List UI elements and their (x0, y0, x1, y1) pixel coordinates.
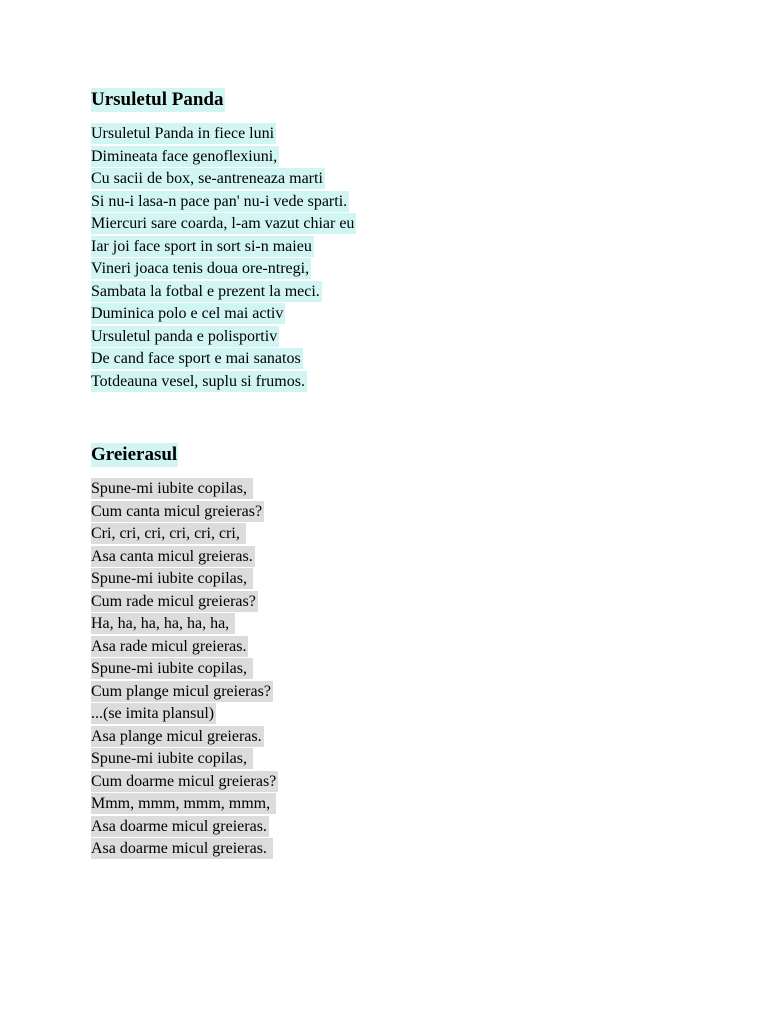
poem-line-text: Ursuletul panda e polisportiv (91, 327, 278, 345)
poem-greierasul (91, 440, 278, 861)
poem-line-text: ...(se imita plansul) (91, 705, 215, 722)
poem-line (91, 726, 278, 749)
poem-line-text: De cand face sport e mai sanatos (91, 350, 301, 367)
poem-line-text: Cri, cri, cri, cri, cri, cri, (91, 525, 244, 542)
poem-line-text: Ursuletul Panda in fiece luni (91, 125, 275, 142)
poem-line (91, 748, 278, 771)
poem-line (91, 636, 278, 659)
poem-line (91, 568, 278, 591)
poem-title-text: Ursuletul Panda (91, 89, 224, 110)
poem-line (91, 793, 278, 816)
poem-line-text: Asa doarme micul greieras. (91, 840, 271, 857)
poem-line (91, 838, 278, 861)
poem-line-text: Cum plange micul greieras? (91, 682, 271, 700)
poem-line-text: Dimineata face genoflexiuni, (91, 147, 278, 165)
poem-line (91, 591, 278, 614)
poem-line-text: Si nu-i lasa-n pace pan' nu-i vede sparti. (91, 192, 348, 210)
poem-line (91, 213, 356, 236)
poem-line (91, 258, 356, 281)
poem-line-text: Asa doarme micul greieras. (91, 817, 267, 835)
poem-line (91, 303, 356, 326)
poem-line (91, 703, 278, 726)
poem-lines (91, 123, 356, 393)
poem-line (91, 371, 356, 394)
poem-line (91, 146, 356, 169)
poem-line (91, 816, 278, 839)
poem-line-text: Cum canta micul greieras? (91, 502, 263, 520)
poem-line-text: Spune-mi iubite copilas, (91, 750, 251, 767)
poem-line (91, 191, 356, 214)
poem-line (91, 281, 356, 304)
poem-line (91, 348, 356, 371)
poem-line-text: Duminica polo e cel mai activ (91, 305, 284, 322)
poem-line-text: Totdeauna vesel, suplu si frumos. (91, 372, 305, 390)
poem-line (91, 326, 356, 349)
poem-line (91, 771, 278, 794)
poem-line (91, 613, 278, 636)
poem-line-text: Mmm, mmm, mmm, mmm, (91, 795, 275, 812)
poem-line (91, 478, 278, 501)
poem-line (91, 123, 356, 146)
poem-lines (91, 478, 278, 861)
poem-title (91, 85, 356, 109)
poem-line-text: Cu sacii de box, se-antreneaza marti (91, 170, 323, 187)
poem-line-text: Spune-mi iubite copilas, (91, 660, 251, 677)
poem-line-text: Asa canta micul greieras. (91, 547, 253, 565)
poem-line-text: Miercuri sare coarda, l-am vazut chiar eu (91, 215, 355, 232)
poem-line-text: Ha, ha, ha, ha, ha, ha, (91, 615, 234, 632)
poem-line-text: Spune-mi iubite copilas, (91, 480, 251, 497)
poem-line-text: Iar joi face sport in sort si-n maieu (91, 237, 312, 255)
poem-line-text: Cum doarme micul greieras? (91, 772, 277, 790)
poem-line (91, 546, 278, 569)
poem-line (91, 681, 278, 704)
poem-line (91, 236, 356, 259)
poem-line-text: Sambata la fotbal e prezent la meci. (91, 282, 320, 300)
poem-title-text: Greierasul (91, 444, 178, 465)
poem-line-text: Cum rade micul greieras? (91, 592, 256, 610)
poem-line (91, 168, 356, 191)
poem-ursuletul-panda (91, 85, 356, 393)
poem-line-text: Asa plange micul greieras. (91, 727, 262, 745)
poem-line-text: Spune-mi iubite copilas, (91, 570, 251, 587)
poem-line (91, 658, 278, 681)
poem-line (91, 523, 278, 546)
poem-line-text: Asa rade micul greieras. (91, 637, 247, 655)
poem-title (91, 440, 278, 464)
poem-line (91, 501, 278, 524)
poem-line-text: Vineri joaca tenis doua ore-ntregi, (91, 260, 310, 277)
